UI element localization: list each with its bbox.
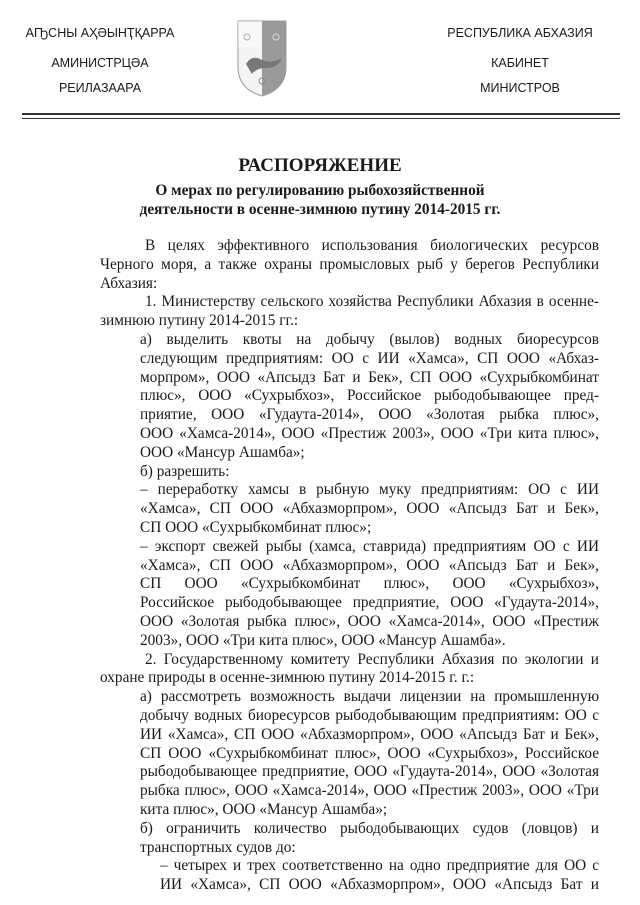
- text-line: ООО «Мансур Ашамба»;: [140, 443, 305, 461]
- text-line: – переработку хамсы в рыбную муку предприятиям: ОО с ИИ: [140, 481, 599, 499]
- text-line: Российское рыбодобывающее предприятие, ООО «Гудаута-2014»,: [140, 594, 599, 612]
- text-line: СП ООО «Сухрыбкомбинат плюс», ООО «Сухрыбхоз», Российское: [140, 744, 599, 762]
- header-divider: [22, 113, 620, 115]
- text-line: морпром», ООО «Апсыдз Бат и Бек», СП ООО «Сухрыбкомбинат: [140, 368, 599, 386]
- text-line: ООО «Хамса-2014», ООО «Престиж 2003», ООО «Три кита плюс»,: [140, 425, 599, 442]
- coat-of-arms-emblem: [236, 19, 288, 97]
- text-line: СП ООО «Сухрыбкомбинат плюс»;: [140, 519, 372, 536]
- text-line: следующим предприятиям: ОО с ИИ «Хамса», СП ООО «Абхаз-: [140, 349, 599, 367]
- text-line: В целях эффективного использования биологических ресурсов: [145, 237, 599, 254]
- header-right-line: РЕСПУБЛИКА АБХАЗИЯ: [447, 26, 593, 40]
- text-line: ООО «Золотая рыбка плюс», ООО «Хамса-2014», ООО «Престиж: [140, 613, 599, 630]
- text-line: – четырех и трех соответственно на одно предприятие для ОО с: [160, 857, 599, 875]
- header-right-line: КАБИНЕТ: [491, 56, 549, 70]
- document-title: РАСПОРЯЖЕНИЕ: [238, 155, 402, 176]
- text-line: кита плюс», ООО «Мансур Ашамба»;: [140, 801, 388, 818]
- text-line: СП ООО «Сухрыбкомбинат плюс», ООО «Сухрыбхоз»,: [140, 575, 599, 593]
- text-line: приятие, ООО «Гудаута-2014», ООО «Золотая рыбка плюс»,: [140, 406, 599, 424]
- text-line: б) ограничить количество рыбодобывающих судов (ловцов) и: [140, 819, 599, 837]
- text-line: 1. Министерству сельского хозяйства Республики Абхазия в осенне-: [145, 293, 599, 311]
- text-line: зимнюю путину 2014-2015 гг.:: [100, 312, 299, 330]
- text-line: «Хамса», СП ООО «Абхазморпром», ООО «Апсыдз Бат и Бек»,: [140, 556, 599, 574]
- document-subtitle: О мерах по регулированию рыбохозяйственной: [155, 182, 485, 199]
- header-right-line: МИНИСТРОВ: [480, 81, 560, 95]
- header-divider: [22, 118, 620, 119]
- text-line: рыбка плюс», ООО «Хамса-2014», ООО «Престиж 2003», ООО «Три: [140, 782, 599, 800]
- text-line: Абхазия:: [100, 274, 158, 292]
- text-line: а) выделить квоты на добычу (вылов) водных биоресурсов: [140, 331, 599, 348]
- text-line: Черного моря, а также охраны промысловых рыб у берегов Республики: [100, 255, 599, 273]
- text-line: «Хамса», СП ООО «Абхазморпром», ООО «Апсыдз Бат и Бек»,: [140, 500, 599, 518]
- header-left-line: АМИНИСТРЦӘА: [51, 56, 149, 70]
- text-line: – экспорт свежей рыбы (хамса, ставрида) предприятиям ОО с ИИ: [140, 537, 599, 555]
- text-line: плюс», ООО «Сухрыбхоз», Российское рыбодобывающее пред-: [140, 387, 599, 405]
- text-line: ИИ «Хамса», СП ООО «Абхазморпром», ООО «Апсыдз Бат и: [160, 876, 599, 894]
- text-line: транспортных судов до:: [140, 838, 296, 856]
- text-line: 2003», ООО «Три кита плюс», ООО «Мансур Ашамба».: [140, 631, 506, 649]
- text-line: б) разрешить:: [140, 462, 230, 480]
- text-line: охране природы в осенне-зимнюю путину 2014-2015 г. г.:: [100, 669, 475, 687]
- text-line: рыбодобывающее предприятие, ООО «Гудаута-2014», ООО «Золотая: [140, 763, 599, 781]
- text-line: а) рассмотреть возможность выдачи лицензии на промышленную: [140, 688, 599, 706]
- header-left-line: АҦСНЫ АҲӘЫНҬҚАРРА: [25, 26, 175, 40]
- header-left-line: РЕИЛАЗААРА: [58, 81, 142, 95]
- text-line: 2. Государственному комитету Республики Абхазия по экологии и: [145, 650, 599, 668]
- text-line: ИИ «Хамса», СП ООО «Абхазморпром», ООО «Апсыдз Бат и Бек»,: [140, 725, 599, 743]
- text-line: добычу водных биоресурсов рыбодобывающим предприятиям: ОО с: [140, 707, 599, 724]
- document-subtitle: деятельности в осенне-зимнюю путину 2014-2015 гг.: [139, 201, 501, 218]
